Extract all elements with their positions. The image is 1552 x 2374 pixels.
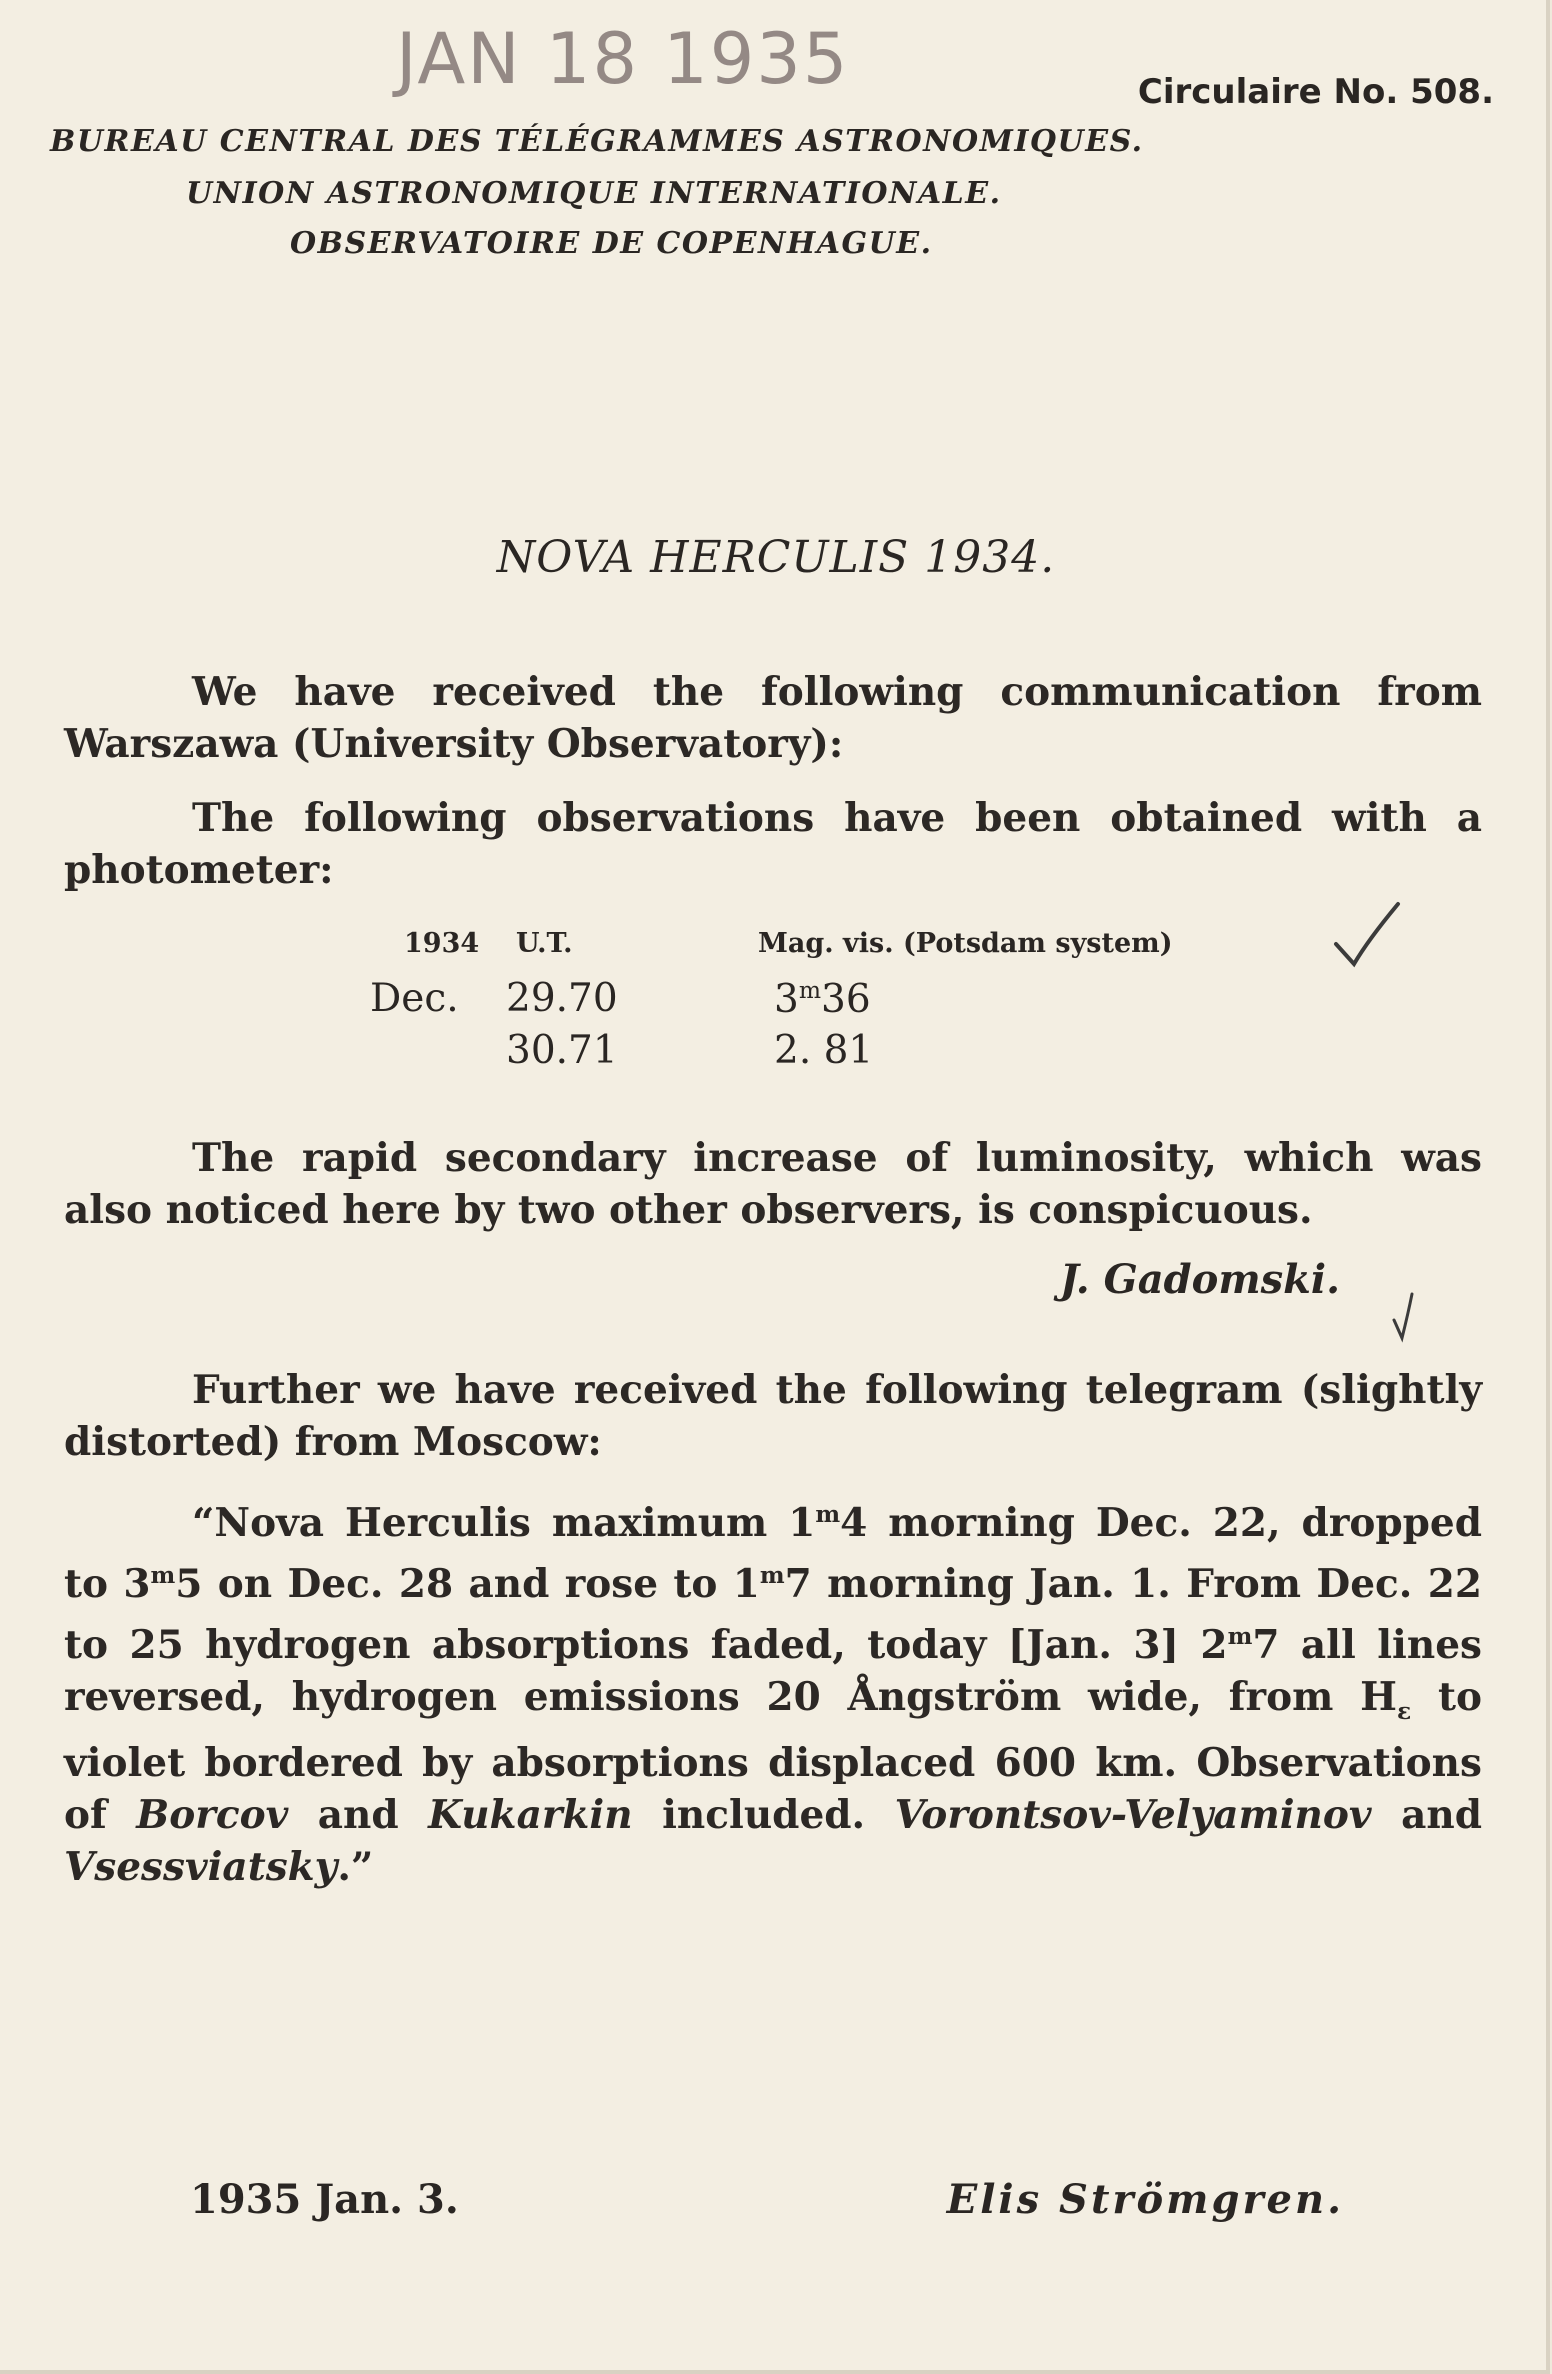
header-union: UNION ASTRONOMIQUE INTERNATIONALE. bbox=[186, 176, 1002, 211]
table-row-1-mag: 3$^m$36 bbox=[774, 976, 871, 1022]
signature-gadomski: J. Gadomski. bbox=[1059, 1256, 1340, 1303]
table-head-mag: Mag. vis. (Potsdam system) bbox=[758, 928, 1173, 959]
paragraph-photometer: The following observations have been obtained with a photometer: bbox=[64, 795, 1482, 893]
table-row-2-mag: 2. 81 bbox=[774, 1028, 874, 1073]
table-row-2-ut: 30.71 bbox=[506, 1028, 618, 1073]
paragraph-moscow: Further we have received the following telegram (slightly distorted) from Moscow: bbox=[64, 1367, 1482, 1465]
paragraph-warszawa: We have received the following communication from Warszawa (University Observatory): bbox=[64, 669, 1482, 767]
date-stamp: JAN 18 1935 bbox=[396, 18, 850, 100]
telegram-text: “Nova Herculis maximum 1$^m$4 morning Dec. 22, dropped to 3$^m$5 on Dec. 28 and rose to 1$^m$7 morning Jan. 1. From Dec. 22 to 25 hydrogen absorptions faded, today [Jan. 3] 2$^m$7 all lines reversed, hydrogen emissions 20 Ångström wide, from $H_\varepsilon$ to violet bordered by absorptions displaced 600 km. Observations of Borcov and Kukarkin included. Vorontsov-Velyaminov and Vsessviatsky.” bbox=[64, 1500, 1483, 1890]
table-head-year: 1934 bbox=[404, 928, 480, 959]
header-bureau: BUREAU CENTRAL DES TÉLÉGRAMMES ASTRONOMIQUES. bbox=[50, 124, 1144, 159]
document-title: NOVA HERCULIS 1934. bbox=[496, 532, 1056, 583]
paragraph-luminosity: The rapid secondary increase of luminosity, which was also noticed here by two other observers, is conspicuous. bbox=[64, 1135, 1482, 1233]
checkmark-icon bbox=[1390, 1290, 1420, 1350]
header-observatory: OBSERVATOIRE DE COPENHAGUE. bbox=[290, 226, 933, 261]
table-row-1-month: Dec. bbox=[370, 976, 459, 1021]
table-head-ut: U.T. bbox=[516, 928, 573, 959]
circular-number: Circulaire No. 508. bbox=[1137, 72, 1494, 112]
checkmark-icon bbox=[1332, 900, 1412, 980]
issue-date: 1935 Jan. 3. bbox=[190, 2176, 459, 2223]
table-row-1-ut: 29.70 bbox=[506, 976, 618, 1021]
signature-stromgren: Elis Strömgren. bbox=[946, 2176, 1344, 2223]
